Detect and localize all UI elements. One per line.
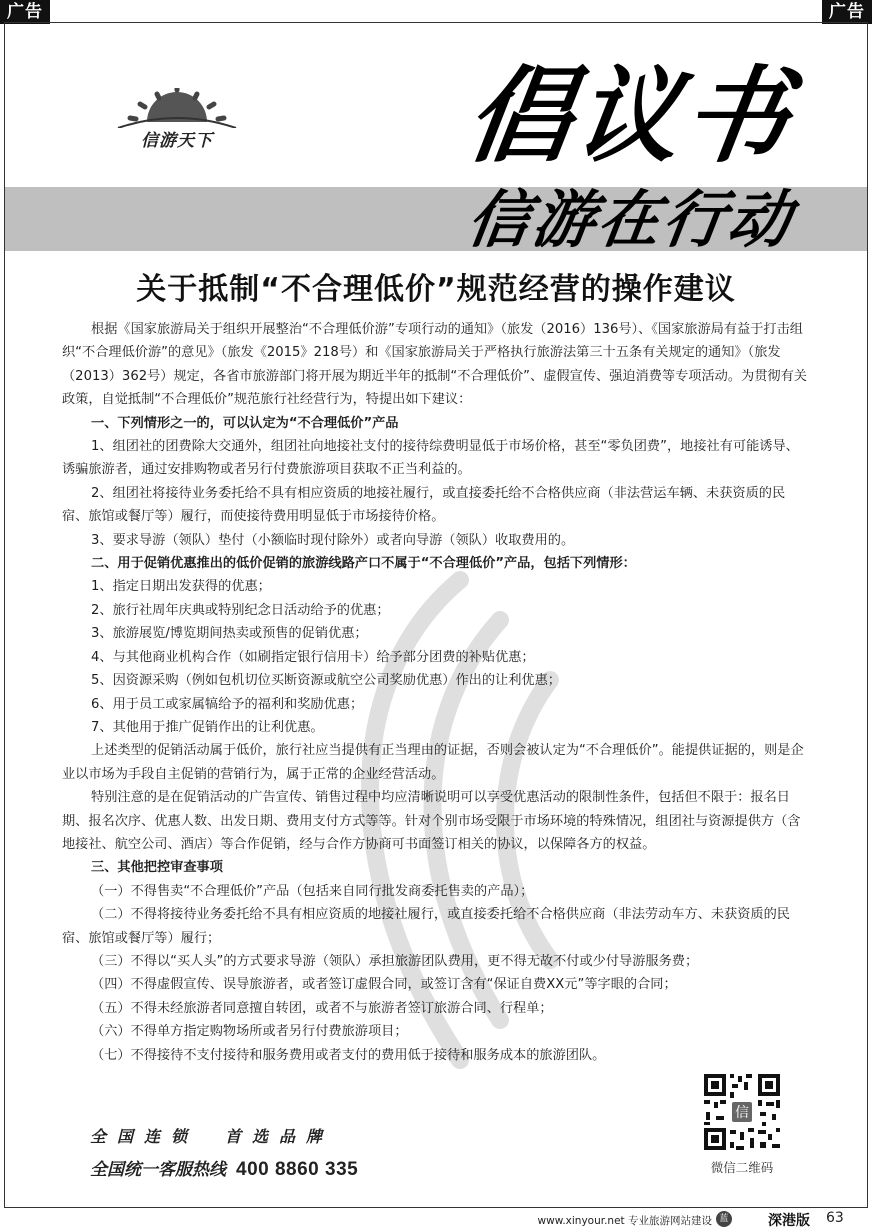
section-1-title: 一、下列情形之一的，可以认定为“不合理低价”产品 bbox=[91, 415, 399, 431]
section-2-title: 二、用于促销优惠推出的低价促销的旅游线路产口不属于“不合理低价”产品，包括下列情形： bbox=[91, 556, 636, 572]
section-3-item: （五）不得未经旅游者同意擅自转团，或者不与旅游者签订旅游合同、行程单； bbox=[91, 1000, 553, 1016]
section-1-item: 3、要求导游（领队）垫付（小额临时现付除外）或者向导游（领队）收取费用的。 bbox=[91, 532, 575, 548]
section-3-item: （七）不得接待不支付接待和服务费用或者支付的费用低于接待和服务成本的旅游团队。 bbox=[91, 1047, 606, 1063]
hotline bbox=[90, 1155, 358, 1181]
section-2-paragraph: 特别注意的是在促销活动的广告宣传、销售过程中均应清晰说明可以享受优惠活动的限制性条件，包括但不限于：报名日期、报名次序、优惠人数、出发日期、费用支付方式等等。针对个别市场受限于市场环境的特殊情况，组团社与资源提供方（含地接社、航空公司、酒店）等合作促销，经与合作方协商可书面签订相关的协议，以保障各方的权益。 bbox=[62, 790, 801, 852]
section-3-title: 三、其他把控审查事项 bbox=[91, 860, 223, 876]
section-1-item: 1、组团社的团费除大交通外，组团社向地接社支付的接待综费明显低于市场价格，甚至“零负团费”，地接社有可能诱导、诱骗旅游者，通过安排购物或者另行付费旅游项目获取不正当利益的。 bbox=[62, 439, 799, 478]
article-heading: 关于抵制“不合理低价”规范经营的操作建议 bbox=[136, 272, 736, 307]
brand-logo bbox=[112, 88, 242, 158]
section-1-item: 2、组团社将接待业务委托给不具有相应资质的地接社履行，或直接委托给不合格供应商（非法营运车辆、未获资质的民宿、旅馆或餐厅等）履行，而使接待费用明显低于市场接待价格。 bbox=[62, 485, 786, 525]
hotline-label: 全国统一客服热线 bbox=[90, 1160, 226, 1180]
section-2-item: 6、用于员工或家属犒给予的福利和奖励优惠； bbox=[91, 696, 364, 712]
article-body bbox=[62, 318, 810, 1067]
section-2-item: 1、指定日期出发获得的优惠； bbox=[91, 579, 271, 595]
slogan: 全国连锁 首选品牌 bbox=[90, 1127, 334, 1146]
svg-text:信: 信 bbox=[735, 1105, 749, 1121]
sun-rays-icon bbox=[112, 88, 242, 128]
section-2-item: 3、旅游展览/博览期间热卖或预售的促销优惠； bbox=[91, 626, 368, 642]
website-link[interactable]: www.xinyour.net 专业旅游网站建设 bbox=[537, 1215, 712, 1227]
section-2-item: 4、与其他商业机构合作（如刷指定银行信用卡）给予部分团费的补贴优惠； bbox=[91, 649, 535, 665]
corner-tag-right: 广告 bbox=[822, 0, 872, 24]
section-3-item: （二）不得将接待业务委托给不具有相应资质的地接社履行，或直接委托给不合格供应商（非法劳动车方、未获资质的民宿、旅馆或餐厅等）履行； bbox=[62, 907, 790, 946]
section-3-item: （三）不得以“买人头”的方式要求导游（领队）承担旅游团队费用，更不得无故不付或少付导游服务费； bbox=[91, 953, 699, 969]
corner-tag-left: 广告 bbox=[0, 0, 50, 24]
wechat-qr-code-icon[interactable] bbox=[702, 1072, 782, 1152]
section-2-item: 5、因资源采购（例如包机切位买断资源或航空公司奖励优惠）作出的让利优惠； bbox=[91, 673, 561, 689]
qr-caption: 微信二维码 bbox=[710, 1160, 774, 1175]
bottom-bar: www.xinyour.net 专业旅游网站建设 蓝 深港版 63 bbox=[537, 1210, 844, 1229]
page-title: 倡议书 bbox=[459, 55, 801, 177]
section-3-item: （六）不得单方指定购物场所或者另行付费旅游项目； bbox=[91, 1024, 408, 1040]
section-3-item: （一）不得售卖“不合理低价”产品（包括来自同行批发商委托售卖的产品）； bbox=[91, 883, 534, 899]
section-3-item: （四）不得虚假宣传、误导旅游者，或者签订虚假合同，或签订含有“保证自费XX元”等字眼的合同； bbox=[91, 977, 677, 993]
footer-contact bbox=[90, 1124, 358, 1181]
page-subtitle: 信游在行动 bbox=[462, 183, 799, 256]
section-2-item: 7、其他用于推广促销作出的让利优惠。 bbox=[91, 719, 324, 735]
section-2-paragraph: 上述类型的促销活动属于低价，旅行社应当提供有正当理由的证据，否则会被认定为“不合理低价”。能提供证据的，则是企业以市场为手段自主促销的营销行为，属于正常的企业经营活动。 bbox=[62, 743, 804, 782]
edition-label: 深港版 bbox=[768, 1213, 810, 1229]
hotline-number[interactable]: 400 8860 335 bbox=[236, 1159, 359, 1180]
edition-badge-icon: 蓝 bbox=[716, 1211, 732, 1227]
logo-text: 信游天下 bbox=[141, 131, 213, 151]
section-2-item: 2、旅行社周年庆典或特别纪念日活动给予的优惠； bbox=[91, 602, 390, 618]
intro-paragraph: 根据《国家旅游局关于组织开展整治“不合理低价游”专项行动的通知》（旅发（2016）136号）、《国家旅游局有益于打击组织“不合理低价游”的意见》（旅发《2015》218号）和《国家旅游局关于严格执行旅游法第三十五条有关规定的通知》（旅发（2013）362号）规定，各省市旅游部门将开展为期近半年的抵制“不合理低价”、虚假宣传、强迫消费等专项活动。为贯彻有关政策，自觉抵制“不合理低价”规范旅行社经营行为，特提出如下建议： bbox=[62, 322, 807, 408]
